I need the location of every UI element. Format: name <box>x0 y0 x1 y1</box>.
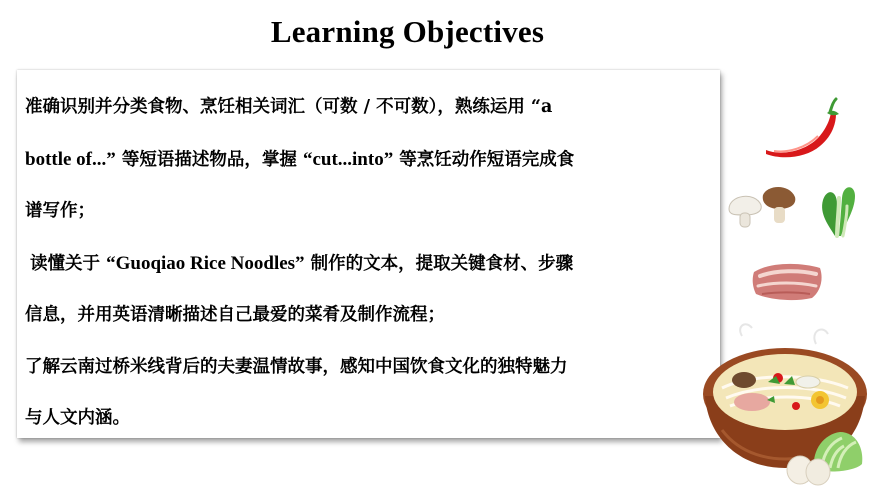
objective-line: bottle of...” 等短语描述物品，掌握 “cut...into” 等烹饪动作短语完成食 <box>25 148 575 170</box>
objective-line: 了解云南过桥米线背后的夫妻温情故事，感知中国饮食文化的独特魅力 <box>25 356 568 377</box>
objective-line: 读懂关于 “Guoqiao Rice Noodles” 制作的文本，提取关键食材、步骤 <box>30 252 574 274</box>
mushroom-icon <box>727 183 799 229</box>
sliced-meat-icon <box>750 258 826 304</box>
objective-line: 准确识别并分类食物、烹饪相关词汇（可数 / 不可数），熟练运用 “a <box>25 97 553 117</box>
bok-choy-icon <box>815 180 863 238</box>
objective-line: 信息，并用英语清晰描述自己最爱的菜肴及制作流程； <box>25 305 445 325</box>
objective-line: 谱写作； <box>25 201 95 221</box>
objective-line: 与人文内涵。 <box>25 408 130 428</box>
page-title: Learning Objectives <box>270 14 545 49</box>
quail-eggs-icon <box>784 448 834 486</box>
objectives-card <box>17 70 720 438</box>
chili-pepper-icon <box>760 96 840 162</box>
